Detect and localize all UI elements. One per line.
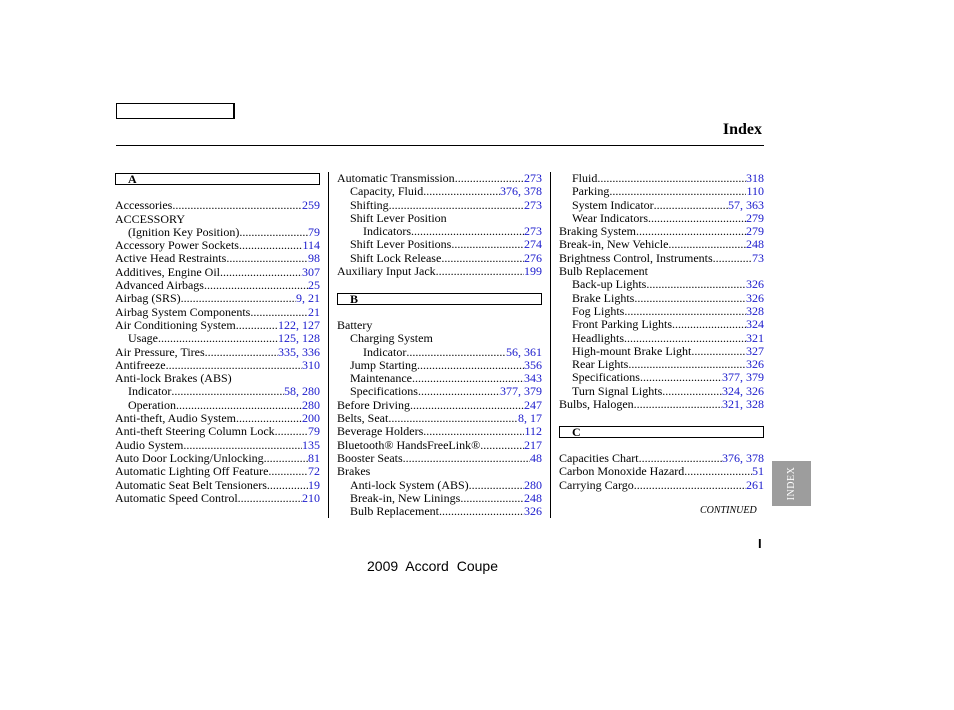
page-link[interactable]: 280 bbox=[524, 477, 542, 492]
leader-dots bbox=[423, 425, 524, 438]
page-link[interactable]: 79 bbox=[308, 424, 320, 439]
index-term: Bulbs, Halogen bbox=[559, 397, 634, 412]
spacer bbox=[115, 186, 320, 199]
page-link[interactable]: 210 bbox=[302, 490, 320, 505]
page-link[interactable]: 247 bbox=[524, 397, 542, 412]
page-link[interactable]: 326 bbox=[746, 357, 764, 372]
leader-dots bbox=[436, 265, 524, 278]
index-entry bbox=[559, 465, 764, 478]
leader-dots bbox=[624, 305, 746, 318]
index-term: Fluid bbox=[572, 171, 598, 185]
index-entry bbox=[337, 172, 542, 185]
index-term: ACCESSORY bbox=[115, 211, 186, 226]
index-term: Parking bbox=[572, 184, 610, 199]
leader-dots bbox=[250, 306, 308, 319]
leader-dots bbox=[636, 225, 746, 238]
index-term: Belts, Seat bbox=[337, 411, 389, 426]
index-entry bbox=[115, 399, 320, 412]
index-term: System Indicator bbox=[572, 197, 654, 212]
leader-dots bbox=[624, 332, 746, 345]
index-term: Anti-lock Brakes (ABS) bbox=[115, 371, 232, 386]
index-column-2 bbox=[337, 172, 542, 518]
page-link[interactable]: 72 bbox=[308, 464, 320, 479]
index-term: Specifications bbox=[572, 370, 640, 385]
spacer bbox=[559, 439, 764, 452]
index-term: Accessories bbox=[115, 198, 173, 213]
index-entry bbox=[337, 212, 542, 225]
index-column-1 bbox=[115, 172, 320, 505]
leader-dots bbox=[172, 199, 302, 212]
leader-dots bbox=[713, 252, 752, 265]
index-term: Specifications bbox=[350, 384, 418, 399]
index-term: Back-up Lights bbox=[572, 277, 647, 292]
index-term: Fog Lights bbox=[572, 303, 625, 318]
index-entry bbox=[115, 226, 320, 239]
spacer bbox=[337, 278, 542, 291]
index-term: Charging System bbox=[350, 331, 433, 346]
index-term: Bluetooth® HandsFreeLink® bbox=[337, 437, 481, 452]
page-link[interactable]: 9, 21 bbox=[296, 291, 320, 306]
index-term: Automatic Seat Belt Tensioners bbox=[115, 477, 267, 492]
index-entry bbox=[115, 252, 320, 265]
index-term: Battery bbox=[337, 317, 373, 332]
page-link[interactable]: 377, 379 bbox=[722, 370, 764, 385]
leader-dots bbox=[176, 399, 302, 412]
index-term: Capacities Chart bbox=[559, 450, 639, 465]
page-link[interactable]: 261 bbox=[746, 477, 764, 492]
index-entry bbox=[559, 225, 764, 238]
index-term: Brake Lights bbox=[572, 290, 635, 305]
index-entry bbox=[337, 452, 542, 465]
header-rule bbox=[116, 145, 764, 146]
index-column-3 bbox=[559, 172, 764, 492]
leader-dots bbox=[171, 385, 284, 398]
spacer bbox=[337, 306, 542, 319]
leader-dots bbox=[410, 399, 524, 412]
section-header: B bbox=[337, 293, 542, 305]
page-link[interactable]: 25 bbox=[308, 278, 320, 293]
leader-dots bbox=[451, 238, 524, 251]
leader-dots bbox=[469, 479, 524, 492]
index-term: Airbag (SRS) bbox=[115, 291, 181, 306]
index-term: Operation bbox=[128, 397, 176, 412]
index-term: Indicator bbox=[363, 344, 407, 359]
page-link[interactable]: 376, 378 bbox=[722, 450, 764, 465]
page-link[interactable]: 377, 379 bbox=[500, 384, 542, 399]
leader-dots bbox=[648, 212, 746, 225]
index-entry bbox=[337, 185, 542, 198]
index-entry bbox=[115, 306, 320, 319]
index-entry bbox=[337, 385, 542, 398]
index-term: Additives, Engine Oil bbox=[115, 264, 220, 279]
index-entry bbox=[559, 371, 764, 384]
index-term: Air Conditioning System bbox=[115, 317, 236, 332]
page-link[interactable]: 327 bbox=[746, 343, 764, 358]
page-link[interactable]: 199 bbox=[524, 264, 542, 279]
index-term: Advanced Airbags bbox=[115, 278, 204, 293]
index-entry bbox=[559, 278, 764, 291]
leader-dots bbox=[609, 185, 746, 198]
index-entry bbox=[115, 292, 320, 305]
leader-dots bbox=[634, 398, 722, 411]
index-entry bbox=[337, 225, 542, 238]
leader-dots bbox=[238, 492, 302, 505]
index-entry bbox=[559, 385, 764, 398]
index-entry bbox=[559, 199, 764, 212]
leader-dots bbox=[654, 199, 728, 212]
index-entry bbox=[115, 439, 320, 452]
page-link[interactable]: 248 bbox=[524, 490, 542, 505]
index-term: Bulb Replacement bbox=[559, 264, 648, 279]
page-link[interactable]: 326 bbox=[746, 290, 764, 305]
index-term: Brightness Control, Instruments bbox=[559, 250, 713, 265]
page-link[interactable]: 125, 128 bbox=[278, 331, 320, 346]
index-entry bbox=[337, 439, 542, 452]
index-entry bbox=[337, 238, 542, 251]
page-link[interactable]: 310 bbox=[302, 357, 320, 372]
index-term: High-mount Brake Light bbox=[572, 343, 692, 358]
page-link[interactable]: 19 bbox=[308, 477, 320, 492]
page-link[interactable]: 276 bbox=[524, 250, 542, 265]
leader-dots bbox=[412, 372, 524, 385]
index-term: Brakes bbox=[337, 464, 371, 479]
index-tab[interactable] bbox=[772, 461, 811, 506]
index-term: Air Pressure, Tires bbox=[115, 344, 205, 359]
index-entry bbox=[337, 199, 542, 212]
page-link[interactable]: 110 bbox=[746, 184, 764, 199]
index-entry bbox=[337, 252, 542, 265]
index-entry bbox=[115, 412, 320, 425]
index-term: Shift Lever Position bbox=[350, 210, 447, 225]
page-link[interactable]: 112 bbox=[524, 424, 542, 439]
page-link[interactable]: 58, 280 bbox=[284, 384, 320, 399]
index-entry bbox=[337, 505, 542, 518]
leader-dots bbox=[275, 425, 308, 438]
leader-dots bbox=[239, 239, 302, 252]
page-link[interactable]: 376, 378 bbox=[500, 184, 542, 199]
page-link[interactable]: 356 bbox=[524, 357, 542, 372]
leader-dots bbox=[204, 279, 308, 292]
leader-dots bbox=[639, 452, 722, 465]
page-link[interactable]: 273 bbox=[524, 171, 542, 185]
page-title: Index bbox=[722, 121, 762, 138]
index-entry bbox=[337, 372, 542, 385]
leader-dots bbox=[264, 452, 308, 465]
page-link[interactable]: 273 bbox=[524, 197, 542, 212]
page-link[interactable]: 324, 326 bbox=[722, 383, 764, 398]
column-divider bbox=[328, 172, 329, 518]
footer-model: 2009 Accord Coupe bbox=[367, 558, 498, 574]
index-entry bbox=[115, 346, 320, 359]
index-entry bbox=[559, 345, 764, 358]
leader-dots bbox=[423, 185, 500, 198]
index-entry bbox=[337, 465, 542, 478]
index-entry bbox=[337, 332, 542, 345]
page-link[interactable]: 343 bbox=[524, 371, 542, 386]
index-entry bbox=[115, 199, 320, 212]
index-term: Automatic Transmission bbox=[337, 171, 455, 185]
leader-dots bbox=[418, 385, 500, 398]
leader-dots bbox=[662, 385, 722, 398]
leader-dots bbox=[634, 479, 746, 492]
page-link[interactable]: 280 bbox=[302, 397, 320, 412]
leader-dots bbox=[239, 226, 308, 239]
index-term: Indicators bbox=[363, 224, 411, 239]
leader-dots bbox=[236, 412, 302, 425]
page-link[interactable]: 217 bbox=[524, 437, 542, 452]
index-entry bbox=[559, 398, 764, 411]
page-link[interactable]: 318 bbox=[746, 171, 764, 185]
index-term: Usage bbox=[128, 331, 158, 346]
index-entry bbox=[115, 492, 320, 505]
index-entry bbox=[115, 266, 320, 279]
index-term: Shifting bbox=[350, 197, 389, 212]
index-term: Front Parking Lights bbox=[572, 317, 673, 332]
index-term: Active Head Restraints bbox=[115, 251, 227, 266]
index-entry bbox=[115, 239, 320, 252]
index-entry bbox=[115, 479, 320, 492]
index-entry bbox=[115, 465, 320, 478]
index-term: Booster Seats bbox=[337, 450, 403, 465]
index-entry bbox=[559, 185, 764, 198]
index-term: Break-in, New Vehicle bbox=[559, 237, 669, 252]
leader-dots bbox=[597, 172, 746, 185]
page-link[interactable]: 324 bbox=[746, 317, 764, 332]
index-entry bbox=[337, 479, 542, 492]
page-number: I bbox=[758, 536, 762, 551]
leader-dots bbox=[441, 252, 524, 265]
index-term: Automatic Speed Control bbox=[115, 490, 238, 505]
leader-dots bbox=[158, 332, 278, 345]
page-link[interactable]: 273 bbox=[524, 224, 542, 239]
index-term: Automatic Lighting Off Feature bbox=[115, 464, 269, 479]
leader-dots bbox=[460, 492, 524, 505]
leader-dots bbox=[268, 465, 308, 478]
page-link[interactable]: 135 bbox=[302, 437, 320, 452]
index-term: Break-in, New Linings bbox=[350, 490, 461, 505]
leader-dots bbox=[411, 225, 524, 238]
page-link[interactable]: 56, 361 bbox=[506, 344, 542, 359]
leader-dots bbox=[684, 465, 752, 478]
index-entry bbox=[115, 425, 320, 438]
index-term: Anti-theft Steering Column Lock bbox=[115, 424, 275, 439]
leader-dots bbox=[267, 479, 308, 492]
index-entry bbox=[559, 305, 764, 318]
index-term: Wear Indicators bbox=[572, 210, 648, 225]
section-header: A bbox=[115, 173, 320, 185]
page-link[interactable]: 335, 336 bbox=[278, 344, 320, 359]
leader-dots bbox=[403, 452, 530, 465]
page-link[interactable]: 8, 17 bbox=[518, 411, 542, 426]
page-link[interactable]: 326 bbox=[524, 504, 542, 519]
index-entry bbox=[559, 479, 764, 492]
index-term: Turn Signal Lights bbox=[572, 383, 663, 398]
index-entry bbox=[559, 172, 764, 185]
index-entry bbox=[337, 265, 542, 278]
index-term: Before Driving bbox=[337, 397, 410, 412]
leader-dots bbox=[439, 505, 524, 518]
page-link[interactable]: 51 bbox=[752, 464, 764, 479]
page-link[interactable]: 21 bbox=[308, 304, 320, 319]
index-entry bbox=[559, 318, 764, 331]
index-entry bbox=[115, 213, 320, 226]
index-entry bbox=[337, 492, 542, 505]
index-entry bbox=[559, 212, 764, 225]
page-link[interactable]: 114 bbox=[302, 238, 320, 253]
index-term: (Ignition Key Position) bbox=[128, 224, 240, 239]
index-entry bbox=[115, 372, 320, 385]
page-link[interactable]: 307 bbox=[302, 264, 320, 279]
index-term: Auto Door Locking/Unlocking bbox=[115, 450, 264, 465]
leader-dots bbox=[640, 371, 722, 384]
index-entry bbox=[337, 359, 542, 372]
index-entry bbox=[337, 346, 542, 359]
index-entry bbox=[115, 279, 320, 292]
leader-dots bbox=[236, 319, 278, 332]
index-entry bbox=[559, 252, 764, 265]
index-term: Bulb Replacement bbox=[350, 504, 439, 519]
index-entry bbox=[559, 332, 764, 345]
index-term: Audio System bbox=[115, 437, 184, 452]
index-entry bbox=[559, 238, 764, 251]
index-term: Maintenance bbox=[350, 371, 412, 386]
section-header: C bbox=[559, 426, 764, 438]
page-link[interactable]: 279 bbox=[746, 210, 764, 225]
page-link[interactable]: 122, 127 bbox=[278, 317, 320, 332]
index-term: Indicator bbox=[128, 384, 172, 399]
leader-dots bbox=[672, 318, 746, 331]
index-entry bbox=[559, 292, 764, 305]
index-entry bbox=[337, 412, 542, 425]
continued-label: CONTINUED bbox=[700, 505, 757, 516]
index-term: Airbag System Components bbox=[115, 304, 251, 319]
page-link[interactable]: 200 bbox=[302, 411, 320, 426]
index-entry bbox=[115, 332, 320, 345]
header-box bbox=[116, 103, 235, 119]
page-link[interactable]: 81 bbox=[308, 450, 320, 465]
page-link[interactable]: 48 bbox=[530, 450, 542, 465]
index-term: Auxiliary Input Jack bbox=[337, 264, 436, 279]
page-link[interactable]: 321, 328 bbox=[722, 397, 764, 412]
index-term: Anti-theft, Audio System bbox=[115, 411, 236, 426]
page-link[interactable]: 328 bbox=[746, 303, 764, 318]
leader-dots bbox=[668, 238, 746, 251]
leader-dots bbox=[389, 199, 524, 212]
index-term: Antifreeze bbox=[115, 357, 166, 372]
index-term: Headlights bbox=[572, 330, 624, 345]
index-entry bbox=[337, 319, 542, 332]
index-term: Accessory Power Sockets bbox=[115, 238, 239, 253]
column-divider bbox=[550, 172, 551, 518]
index-term: Jump Starting bbox=[350, 357, 418, 372]
leader-dots bbox=[406, 346, 506, 359]
page-link[interactable]: 98 bbox=[308, 251, 320, 266]
index-term: Anti-lock System (ABS) bbox=[350, 477, 469, 492]
leader-dots bbox=[455, 172, 524, 185]
index-term: Braking System bbox=[559, 224, 636, 239]
leader-dots bbox=[634, 292, 746, 305]
page-link[interactable]: 274 bbox=[524, 237, 542, 252]
leader-dots bbox=[220, 266, 302, 279]
index-term: Beverage Holders bbox=[337, 424, 424, 439]
index-entry bbox=[559, 358, 764, 371]
index-term: Shift Lever Positions bbox=[350, 237, 452, 252]
index-entry bbox=[337, 399, 542, 412]
leader-dots bbox=[646, 278, 746, 291]
index-term: Rear Lights bbox=[572, 357, 629, 372]
leader-dots bbox=[480, 439, 524, 452]
index-entry bbox=[559, 265, 764, 278]
index-entry bbox=[115, 452, 320, 465]
page-link[interactable]: 259 bbox=[302, 198, 320, 213]
index-entry bbox=[115, 359, 320, 372]
leader-dots bbox=[417, 359, 524, 372]
leader-dots bbox=[226, 252, 308, 265]
page-link[interactable]: 79 bbox=[308, 224, 320, 239]
page-link[interactable]: 73 bbox=[752, 250, 764, 265]
leader-dots bbox=[183, 439, 302, 452]
page-link[interactable]: 279 bbox=[746, 224, 764, 239]
spacer bbox=[559, 411, 764, 424]
index-tab-label: INDEX bbox=[786, 466, 797, 501]
index-entry bbox=[559, 452, 764, 465]
leader-dots bbox=[628, 358, 746, 371]
index-entry bbox=[337, 425, 542, 438]
leader-dots bbox=[388, 412, 518, 425]
page-link[interactable]: 321 bbox=[746, 330, 764, 345]
index-term: Shift Lock Release bbox=[350, 250, 442, 265]
index-entry bbox=[115, 319, 320, 332]
index-term: Carrying Cargo bbox=[559, 477, 634, 492]
leader-dots bbox=[181, 292, 296, 305]
page-link[interactable]: 57, 363 bbox=[728, 197, 764, 212]
index-entry bbox=[115, 385, 320, 398]
leader-dots bbox=[691, 345, 746, 358]
leader-dots bbox=[205, 346, 278, 359]
page-link[interactable]: 248 bbox=[746, 237, 764, 252]
index-term: Capacity, Fluid bbox=[350, 184, 424, 199]
page-link[interactable]: 326 bbox=[746, 277, 764, 292]
leader-dots bbox=[166, 359, 302, 372]
index-term: Carbon Monoxide Hazard bbox=[559, 464, 685, 479]
